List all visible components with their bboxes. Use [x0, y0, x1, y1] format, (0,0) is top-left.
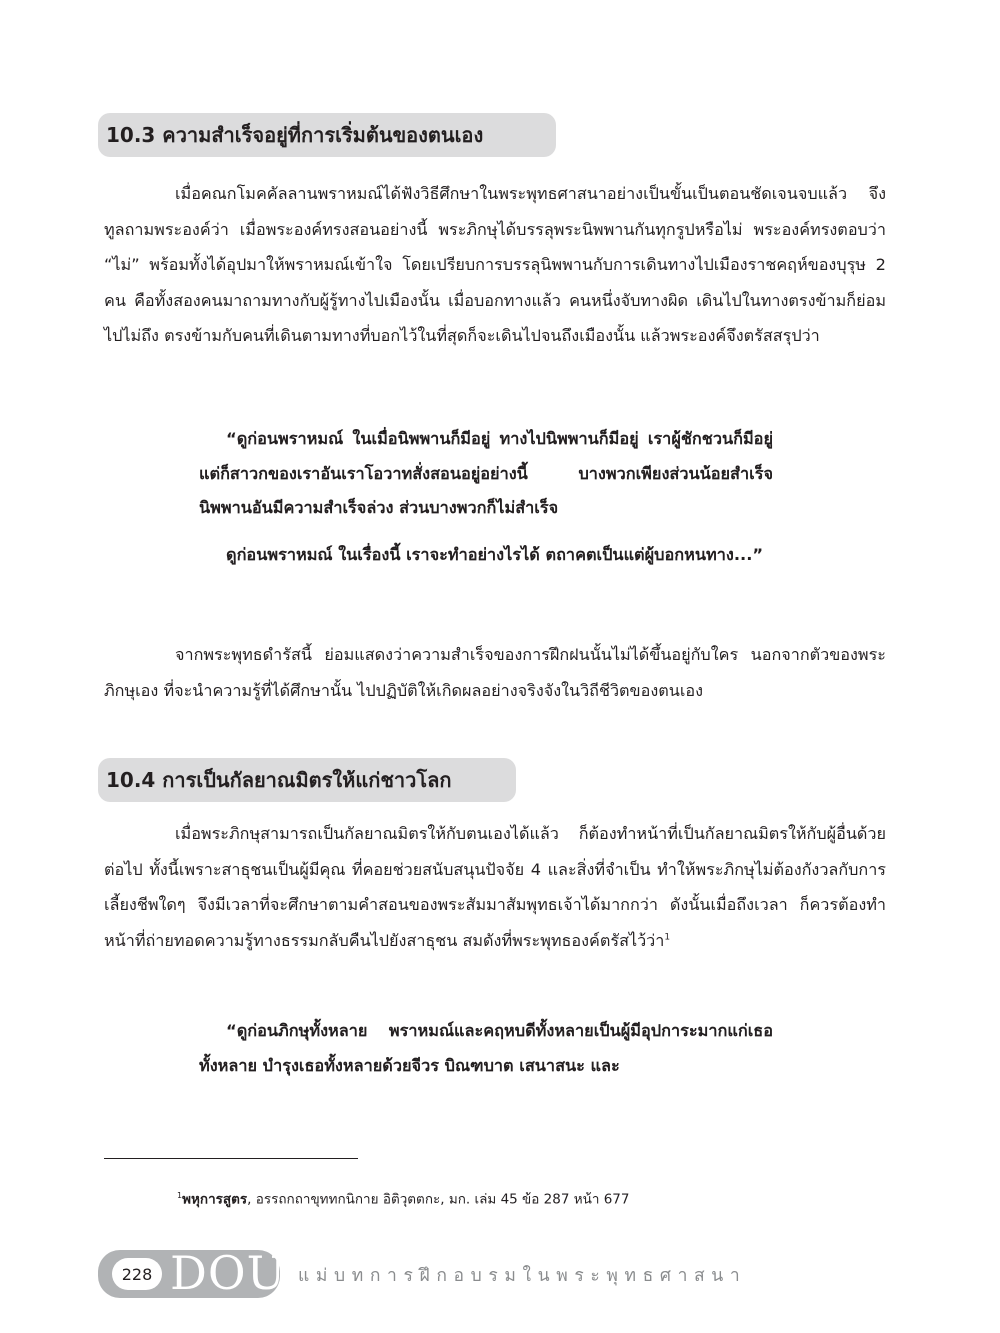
footnote-title: พหุการสูตร	[182, 1191, 248, 1208]
section-10-3-paragraph: เมื่อคณกโมคคัลลานพราหมณ์ได้ฟังวิธีศึกษาในพระพุทธศาสนาอย่างเป็นขั้นเป็นตอนชัดเจนจบแล้ว จึงทูลถามพระองค์ว่า เมื่อพระองค์ทรงสอนอย่างนี้ พระภิกษุได้บรรลุพระนิพพานกันทุกรูปหรือไม่ พระองค์ทรงตอบว่า “ไม่” พร้อมทั้งได้อุปมาให้พราหมณ์เข้าใจ โดยเปรียบการบรรลุนิพพานกับการเดินทางไปเมืองราชคฤห์ของบุรุษ 2 คน คือทั้งสองคนมาถามทางกับผู้รู้ทางไปเมืองนั้น เมื่อบอกทางแล้ว คนหนึ่งจับทางผิด เดินไปในทางตรงข้ามก็ย่อมไปไม่ถึง ตรงข้ามกับคนที่เดินตามทางที่บอกไว้ในที่สุดก็จะเดินไปจนถึงเมืองนั้น แล้วพระองค์จึงตรัสสรุปว่า	[104, 184, 886, 345]
book-title: แม่บทการฝึกอบรมในพระพุทธศาสนา	[298, 1266, 747, 1286]
footnote-marker: 1	[177, 1191, 183, 1200]
section-10-4-quote-1: “ดูก่อนภิกษุทั้งหลาย พราหมณ์และคฤหบดีทั้งหลายเป็นผู้มีอุปการะมากแก่เธอทั้งหลาย บำรุงเธอทั้งหลายด้วยจีวร บิณฑบาต เสนาสนะ และ	[199, 1021, 773, 1075]
section-10-3-paragraph-2: จากพระพุทธดำรัสนี้ ย่อมแสดงว่าความสำเร็จของการฝึกฝนนั้นไม่ได้ขึ้นอยู่กับใคร นอกจากตัวของพระภิกษุเอง ที่จะนำความรู้ที่ได้ศึกษานั้น ไปปฏิบัติให้เกิดผลอย่างจริงจังในวิถีชีวิตของตนเอง	[104, 645, 886, 700]
section-heading-10-3: 10.3 ความสำเร็จอยู่ที่การเริ่มต้นของตนเอง	[98, 113, 556, 157]
footnote-divider	[104, 1158, 358, 1159]
page-number: 228	[112, 1258, 162, 1290]
section-10-4-paragraph	[104, 816, 886, 958]
section-10-3-quote-2: ดูก่อนพราหมณ์ ในเรื่องนี้ เราจะทำอย่างไรได้ ตถาคตเป็นแต่ผู้บอกหนทาง...”	[226, 545, 764, 564]
footnote	[177, 1186, 630, 1210]
section-10-3-quote-1: “ดูก่อนพราหมณ์ ในเมื่อนิพพานก็มีอยู่ ทางไปนิพพานก็มีอยู่ เราผู้ชักชวนก็มีอยู่ แต่ก็สาวกของเราอันเราโอวาทสั่งสอนอยู่อย่างนี้ บางพวกเพียงส่วนน้อยสำเร็จนิพพานอันมีความสำเร็จล่วง ส่วนบางพวกก็ไม่สำเร็จ	[199, 429, 773, 517]
section-10-4-paragraph-text: เมื่อพระภิกษุสามารถเป็นกัลยาณมิตรให้กับตนเองได้แล้ว ก็ต้องทำหน้าที่เป็นกัลยาณมิตรให้กับผู้อื่นด้วยต่อไป ทั้งนี้เพราะสาธุชนเป็นผู้มีคุณ ที่คอยช่วยสนับสนุนปัจจัย 4 และสิ่งที่จำเป็น ทำให้พระภิกษุไม่ต้องกังวลกับการเลี้ยงชีพใดๆ จึงมีเวลาที่จะศึกษาตามคำสอนของพระสัมมาสัมพุทธเจ้าได้มากกว่า ดังนั้นเมื่อถึงเวลา ก็ควรต้องทำหน้าที่ถ่ายทอดความรู้ทางธรรมกลับคืนไปยังสาธุชน สมดังที่พระพุทธองค์ตรัสไว้ว่า	[104, 824, 886, 950]
section-heading-10-4: 10.4 การเป็นกัลยาณมิตรให้แก่ชาวโลก	[98, 758, 516, 802]
dou-logo: DOU	[170, 1246, 287, 1300]
footnote-text: , อรรถกถาขุททกนิกาย อิติวุตตกะ, มก. เล่ม 45 ข้อ 287 หน้า 677	[247, 1191, 630, 1208]
footnote-reference[interactable]: 1	[664, 932, 671, 943]
